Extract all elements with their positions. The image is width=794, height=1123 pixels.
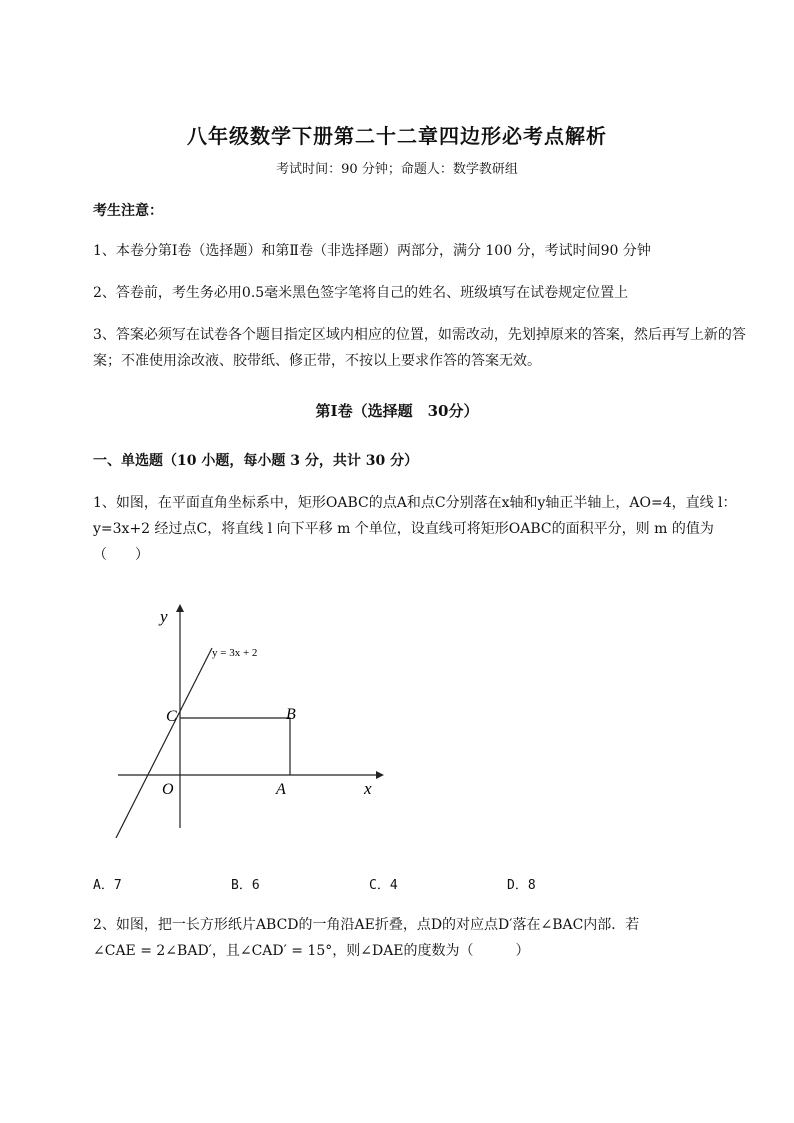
choice-b[interactable]: B．6 <box>231 878 260 893</box>
page-title: 八年级数学下册第二十二章四边形必考点解析 <box>187 124 607 148</box>
exam-info: 考试时间：90 分钟；命题人：数学教研组 <box>276 162 518 177</box>
rectangle-oabc <box>180 718 290 775</box>
point-o-label: O <box>162 781 174 798</box>
part1-title: 第Ⅰ卷（选择题 30分） <box>315 402 479 420</box>
choice-d[interactable]: D．8 <box>507 878 536 893</box>
x-axis-arrow <box>376 771 384 779</box>
y-axis-label: y <box>160 607 168 626</box>
section-title: 一、单选题（10 小题，每小题 3 分，共计 30 分） <box>93 453 419 469</box>
question-1-text: 1、如图，在平面直角坐标系中，矩形OABC的点A和点C分别落在x轴和y轴正半轴上，AO=4，直线 l：y=3x+2 经过点C，将直线 l 向下平移 m 个单位，设直线可将矩形OABC的面积平分，则 m 的值为（ ） <box>93 495 737 563</box>
point-a-label: A <box>276 781 286 798</box>
y-axis-arrow <box>176 604 184 612</box>
notice-item-3: 3、答案必须写在试卷各个题目指定区域内相应的位置，如需改动，先划掉原来的答案，然后再写上新的答案；不准使用涂改液、胶带纸、修正带，不按以上要求作答的答案无效。 <box>93 327 746 369</box>
line-l <box>116 648 212 838</box>
notice-heading: 考生注意： <box>93 203 163 219</box>
question-1-figure <box>108 600 388 840</box>
point-c-label: C <box>166 708 177 725</box>
choice-c[interactable]: C．4 <box>369 878 398 893</box>
x-axis-label: x <box>364 779 372 798</box>
notice-item-2: 2、答卷前，考生务必用0.5毫米黑色签字笔将自己的姓名、班级填写在试卷规定位置上 <box>93 285 629 301</box>
notice-item-1: 1、本卷分第Ⅰ卷（选择题）和第Ⅱ卷（非选择题）两部分，满分 100 分，考试时间90 分钟 <box>93 243 651 259</box>
choice-a[interactable]: A．7 <box>93 878 122 893</box>
question-2-line-1: 2、如图，把一长方形纸片ABCD的一角沿AE折叠，点D的对应点D′落在∠BAC内部．若 <box>93 917 640 933</box>
question-2-line-2: ∠CAE = 2∠BAD′，且∠CAD′ = 15°，则∠DAE的度数为（ ） <box>93 943 530 959</box>
line-equation-label: y = 3x + 2 <box>212 647 258 659</box>
point-b-label: B <box>286 706 296 723</box>
